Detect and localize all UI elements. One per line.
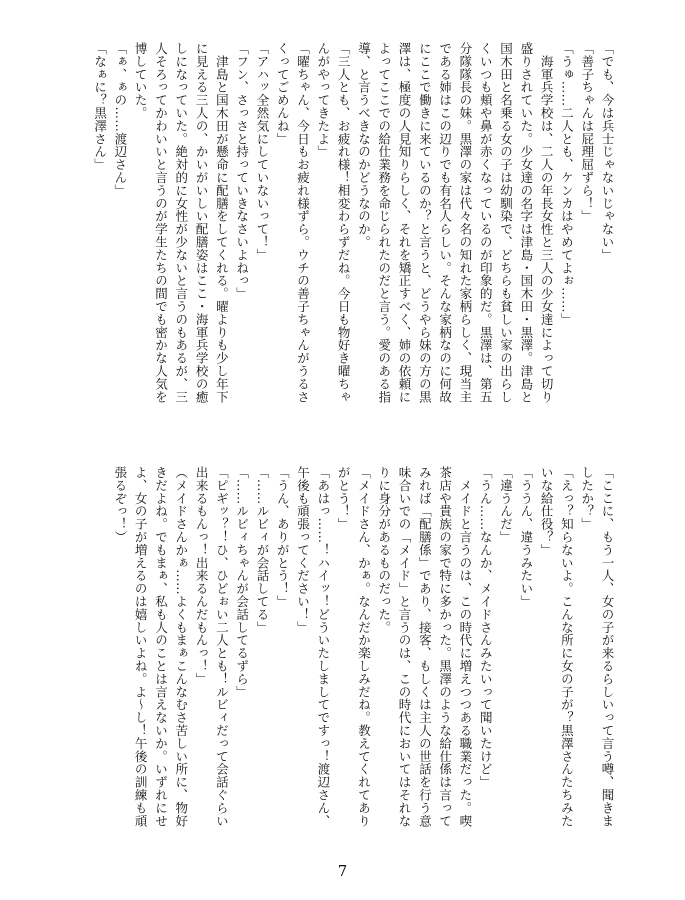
text-line: みれば「配膳係」であり、接客、もしくは主人の世話を行う意 [417,466,433,828]
text-line: 「……ルビィちゃんが会話してるずら」 [234,466,250,699]
text-line: きだよね。でもまぁ、私も人のことは言えないか。いずれにせ [153,466,169,828]
text-line: 「ここに、もう一人、女の子が来るらしいって言う噂、聞きま [600,466,615,828]
page-number: 7 [337,862,348,880]
text-line: 「えっ？知らないよ。こんな所に女の子が？黒澤さんたちみた [559,466,575,828]
text-line: 人そろってかわいいと言うのが学生たちの間でも密かな人気を [153,42,169,404]
text-line: 「ピギッ？！ひ、ひどぉい二人とも！ルビィだって会話ぐらい [214,466,230,828]
text-line: 「曜ちゃん、今日もお疲れ様ずら。ウチの善子ちゃんがうるさ [295,42,311,404]
text-line: 張るぞっ！） [112,466,128,544]
upper-text-block [67,42,617,452]
text-line: 海軍兵学校は、二人の年長女性と三人の少女達によって切り [539,42,555,404]
text-line: くってごめんね」 [275,42,291,146]
text-line: 国木田と名乗る女の子は幼馴染で、どちらも貧しい家の出らし [498,42,514,404]
text-line: 「善子ちゃんは屁理屈ずら！」 [579,42,595,223]
text-line: 津島と国木田が懸命に配膳をしてくれる。曜よりも少し年下 [214,42,230,404]
text-line: 「三人とも、お疲れ様！相変わらずだね。今日も物好き曜ちゃ [336,42,352,404]
text-line: 味合いでの「メイド」と言うのは、この時代においてはそれな [397,466,413,828]
text-line: メイドと言うのは、この時代に増えつつある職業だった。喫 [457,466,473,828]
text-line: 「あはっ……！ハイッ！どういたしましてですっ！渡辺さん、 [315,466,331,828]
text-line: 「アハッ全然気にしていないって！」 [254,42,270,262]
text-line: 「うん……なんか、メイドさんみたいって聞いたけど」 [478,466,494,789]
text-line: 導、と言うべきなのかどうなのか。 [356,42,372,249]
text-line: 「メイドさん、かぁ。なんだか楽しみだね。教えてくれてあり [356,466,372,828]
text-line: 澤は、極度の人見知りらしく、それを矯正すべく、姉の依頼に [397,42,413,404]
text-line: 出来るもんっ！出来るんだもんっ！」 [194,466,210,686]
text-line: 「うゅ……二人とも、ケンカはやめてよぉ……」 [559,42,575,326]
text-line: 「なぁに？黒澤さん」 [92,42,108,171]
text-line: 「ううん、違うみたい」 [518,466,534,608]
text-line: 盛りされていた。少女達の名字は津島・国木田・黒澤。津島と [518,42,534,404]
text-line: である姉はこの辺りでも有名人らしい。そんな家柄なのに何故 [437,42,453,404]
text-line: 「ぁ、ぁの……渡辺さん」 [112,42,128,197]
lower-text-block [67,466,617,866]
text-line: にここで働きに来ているのか？と言うと、どうやら妹の方の黒 [417,42,433,404]
text-line: 「フン、さっさと持っていきなさいよねっ」 [234,42,250,300]
text-line: （メイドさんかぁ……よくもまぁこんなむさ苦しい所に、物好 [173,466,189,828]
text-line: に見える三人の、かいがいしい配膳姿はここ・海軍兵学校の癒 [194,42,210,404]
text-line: したか？」 [579,466,595,531]
text-line: りに身分があるものだった。 [376,466,392,634]
text-line: 分隊隊長の妹。黒澤の家は代々名の知れた家柄らしく、現当主 [457,42,473,404]
text-line: 午後も頑張ってください！」 [295,466,311,634]
text-line: よ、女の子が増えるのは嬉しいよね。よ～し！午後の訓練も頑 [133,466,149,828]
text-line: 「でも、今は兵士じゃないじゃない」 [600,42,615,262]
text-line: いな給仕役？」 [539,466,555,557]
text-line: 「……ルビィが会話してる」 [254,466,270,634]
text-line: んがやってきたよ」 [315,42,331,159]
text-line: くいつも頬や鼻が赤くなっているのが印象的だ。黒澤は、第五 [478,42,494,404]
text-line: 「うん、ありがとう！」 [275,466,291,608]
text-line: 「違うんだ」 [498,466,514,544]
text-line: しになっていた。絶対的に女性が少ないと言うのもあるが、三 [173,42,189,404]
text-line: がとう！」 [336,466,352,531]
text-line: よってここでの給仕業務を命じられたのだと言う。愛のある指 [376,42,392,404]
text-line: 博していた。 [133,42,149,120]
text-line: 茶店や貴族の家で特に多かった。黒澤のような給仕係は言って [437,466,453,828]
